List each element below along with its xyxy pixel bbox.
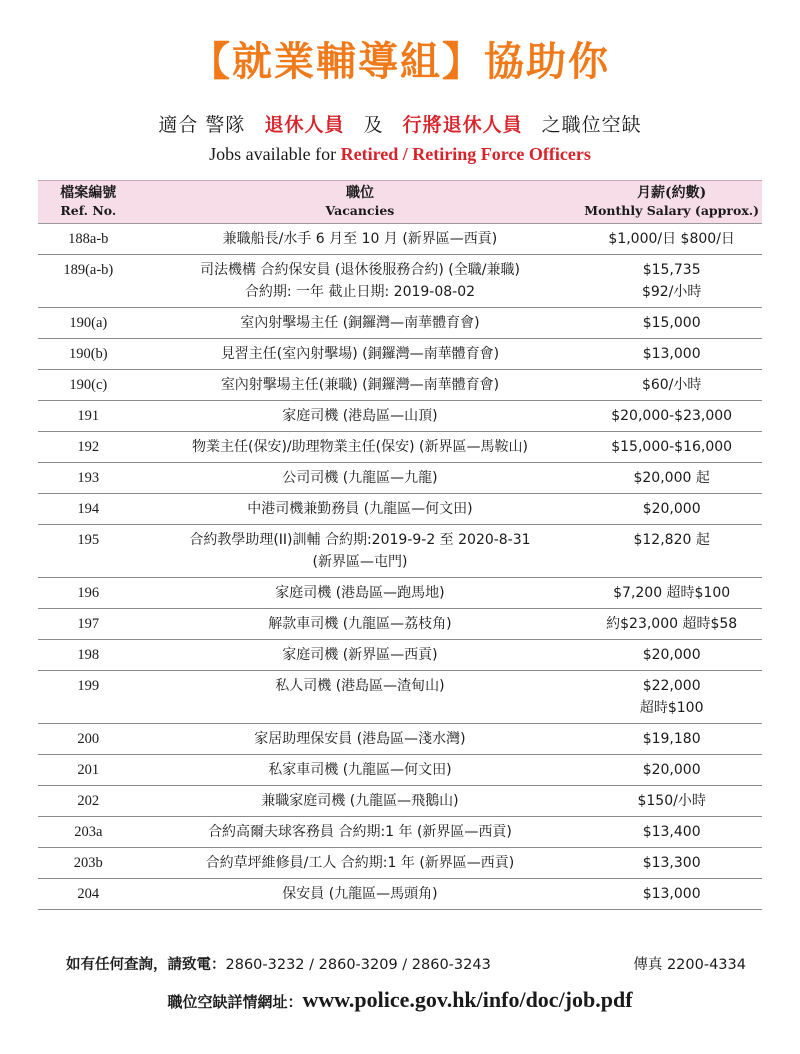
table-header-row: [38, 181, 762, 224]
ref-no-cell: 188a-b: [38, 224, 139, 255]
subtitle-zh-and: 及: [363, 114, 384, 136]
vacancy-cell: [139, 308, 582, 339]
subtitle-en-part1: Jobs available for: [209, 144, 337, 164]
header-ref: [38, 181, 139, 224]
ref-no-cell: 199: [38, 671, 139, 724]
ref-no-cell: 192: [38, 432, 139, 463]
subtitle-zh-retired: 退休人員: [264, 114, 345, 136]
vacancy-text: 私家車司機 (九龍區—何文田): [268, 762, 452, 778]
table-row: [38, 724, 762, 755]
header-vacancies: [139, 181, 582, 224]
salary-text: $20,000-$23,000: [611, 408, 733, 424]
vacancy-text: 家庭司機 (港島區—跑馬地): [275, 585, 445, 601]
vacancy-cell: [139, 339, 582, 370]
header-ref-en: Ref. No.: [60, 203, 117, 218]
table-row: [38, 224, 762, 255]
vacancy-cell: [139, 463, 582, 494]
vacancy-text: 家庭司機 (新界區—西貢): [282, 647, 438, 663]
vacancy-text: 公司司機 (九龍區—九龍): [282, 470, 438, 486]
ref-no-cell: 190(b): [38, 339, 139, 370]
table-row: [38, 848, 762, 879]
page-title: 【就業輔導組】協助你: [190, 39, 610, 85]
salary-text: $13,300: [642, 855, 701, 871]
header-vac-en: Vacancies: [325, 203, 395, 218]
salary-text: $13,000: [642, 346, 701, 362]
header-salary: [581, 181, 762, 224]
vacancy-cell: [139, 432, 582, 463]
salary-text: 超時$100: [639, 700, 704, 716]
salary-text: $150/小時: [637, 793, 706, 809]
ref-no-cell: 190(c): [38, 370, 139, 401]
vacancy-text: 私人司機 (港島區—渣甸山): [275, 678, 445, 694]
salary-text: $20,000: [642, 762, 701, 778]
vacancy-text: 室內射擊場主任(兼職) (銅鑼灣—南華體育會): [220, 377, 500, 393]
vacancy-text: (新界區—屯門): [312, 554, 408, 570]
vacancy-text: 室內射擊場主任 (銅鑼灣—南華體育會): [240, 315, 480, 331]
salary-text: $15,000-$16,000: [611, 439, 733, 455]
vacancy-cell: [139, 848, 582, 879]
vacancy-text: 家庭司機 (港島區—山頂): [282, 408, 438, 424]
job-url-link[interactable]: www.police.gov.hk/info/doc/job.pdf: [302, 987, 633, 1012]
ref-no-cell: 195: [38, 525, 139, 578]
salary-text: $22,000: [642, 678, 701, 694]
ref-no-cell: 203a: [38, 817, 139, 848]
table-row: [38, 640, 762, 671]
vacancy-text: 兼職船長/水手 6 月至 10 月 (新界區—西貢): [222, 231, 498, 247]
ref-no-cell: 193: [38, 463, 139, 494]
ref-no-cell: 194: [38, 494, 139, 525]
fax-number: 傳真 2200-4334: [633, 957, 746, 973]
vacancy-cell: [139, 609, 582, 640]
salary-cell: [581, 432, 762, 463]
vacancy-text: 合約高爾夫球客務員 合約期:1 年 (新界區—西貢): [208, 824, 512, 840]
table-row: [38, 494, 762, 525]
vacancy-text: 合約草坪維修員/工人 合約期:1 年 (新界區—西貢): [205, 855, 515, 871]
salary-text: $60/小時: [641, 377, 702, 393]
table-row: [38, 401, 762, 432]
salary-text: $12,820 起: [633, 532, 710, 548]
subtitle-zh-part5: 之職位空缺: [541, 114, 642, 136]
header-vac-zh: 職位: [345, 185, 374, 201]
salary-text: 約$23,000 超時$58: [606, 616, 738, 632]
ref-no-cell: 203b: [38, 848, 139, 879]
vacancy-text: 合約教學助理(II)訓輔 合約期:2019-9-2 至 2020-8-31: [189, 532, 531, 548]
salary-cell: [581, 308, 762, 339]
salary-cell: [581, 786, 762, 817]
ref-no-cell: 189(a-b): [38, 255, 139, 308]
vacancy-cell: [139, 786, 582, 817]
salary-cell: [581, 609, 762, 640]
table-row: [38, 786, 762, 817]
salary-cell: [581, 640, 762, 671]
vacancy-cell: [139, 525, 582, 578]
table-row: [38, 370, 762, 401]
vacancy-text: 物業主任(保安)/助理物業主任(保安) (新界區—馬鞍山): [191, 439, 528, 455]
ref-no-cell: 202: [38, 786, 139, 817]
vacancy-cell: [139, 370, 582, 401]
salary-cell: [581, 817, 762, 848]
salary-cell: [581, 255, 762, 308]
salary-cell: [581, 525, 762, 578]
header-sal-en: Monthly Salary (approx.): [584, 203, 760, 218]
ref-no-cell: 204: [38, 879, 139, 910]
vacancy-text: 保安員 (九龍區—馬頭角): [282, 886, 438, 902]
ref-no-cell: 191: [38, 401, 139, 432]
salary-cell: [581, 370, 762, 401]
vacancy-cell: [139, 724, 582, 755]
phone-numbers: 2860-3232 / 2860-3209 / 2860-3243: [225, 957, 491, 973]
subtitle-zh-part1: 適合 警隊: [158, 114, 246, 136]
salary-cell: [581, 578, 762, 609]
ref-no-cell: 190(a): [38, 308, 139, 339]
salary-text: $92/小時: [641, 284, 702, 300]
table-row: [38, 463, 762, 494]
salary-cell: [581, 755, 762, 786]
ref-no-cell: 201: [38, 755, 139, 786]
salary-cell: [581, 463, 762, 494]
table-row: [38, 255, 762, 308]
vacancy-cell: [139, 640, 582, 671]
salary-text: $15,000: [642, 315, 701, 331]
ref-no-cell: 200: [38, 724, 139, 755]
salary-cell: [581, 401, 762, 432]
salary-text: $20,000: [642, 647, 701, 663]
salary-cell: [581, 879, 762, 910]
vacancy-text: 見習主任(室內射擊場) (銅鑼灣—南華體育會): [220, 346, 500, 362]
salary-text: $19,180: [642, 731, 701, 747]
salary-cell: [581, 224, 762, 255]
vacancy-cell: [139, 755, 582, 786]
url-line: [0, 987, 800, 1013]
vacancy-text: 合約期: 一年 截止日期: 2019-08-02: [244, 284, 476, 300]
table-row: [38, 432, 762, 463]
table-row: [38, 755, 762, 786]
salary-text: $13,000: [642, 886, 701, 902]
table-row: [38, 879, 762, 910]
vacancy-cell: [139, 401, 582, 432]
enquiry-label: 如有任何查詢，請致電：: [66, 957, 226, 973]
salary-text: $20,000: [642, 501, 701, 517]
ref-no-cell: 196: [38, 578, 139, 609]
vacancy-cell: [139, 494, 582, 525]
table-row: [38, 578, 762, 609]
vacancy-rows: [38, 224, 762, 910]
url-label: 職位空缺詳情網址：: [167, 993, 303, 1011]
contact-line: [66, 953, 746, 974]
vacancy-table: [38, 180, 762, 910]
subtitle-zh-retiring: 行將退休人員: [402, 114, 523, 136]
ref-no-cell: 197: [38, 609, 139, 640]
salary-cell: [581, 671, 762, 724]
table-row: [38, 525, 762, 578]
table-row: [38, 339, 762, 370]
salary-text: $20,000 起: [633, 470, 710, 486]
vacancy-text: 司法機構 合約保安員 (退休後服務合約) (全職/兼職): [200, 262, 520, 278]
vacancy-cell: [139, 817, 582, 848]
vacancy-cell: [139, 578, 582, 609]
subtitle-chinese: [0, 110, 800, 137]
vacancy-text: 解款車司機 (九龍區—荔枝角): [268, 616, 452, 632]
salary-text: $7,200 超時$100: [613, 585, 731, 601]
vacancy-text: 兼職家庭司機 (九龍區—飛鵝山): [261, 793, 459, 809]
vacancy-text: 中港司機兼勤務員 (九龍區—何文田): [247, 501, 473, 517]
salary-text: $15,735: [642, 262, 701, 278]
ref-no-cell: 198: [38, 640, 139, 671]
salary-text: $13,400: [642, 824, 701, 840]
salary-cell: [581, 494, 762, 525]
table-row: [38, 609, 762, 640]
header-ref-zh: 檔案編號: [60, 185, 117, 201]
salary-cell: [581, 724, 762, 755]
vacancy-cell: [139, 879, 582, 910]
salary-cell: [581, 339, 762, 370]
vacancy-text: 家居助理保安員 (港島區—淺水灣): [254, 731, 466, 747]
subtitle-en-officers: Retired / Retiring Force Officers: [340, 144, 591, 164]
vacancy-cell: [139, 255, 582, 308]
table-row: [38, 308, 762, 339]
vacancy-cell: [139, 224, 582, 255]
table-row: [38, 671, 762, 724]
salary-text: $1,000/日 $800/日: [608, 231, 735, 247]
table-row: [38, 817, 762, 848]
vacancy-cell: [139, 671, 582, 724]
subtitle-english: [0, 144, 800, 165]
header-sal-zh: 月薪(約數): [637, 185, 707, 201]
salary-cell: [581, 848, 762, 879]
